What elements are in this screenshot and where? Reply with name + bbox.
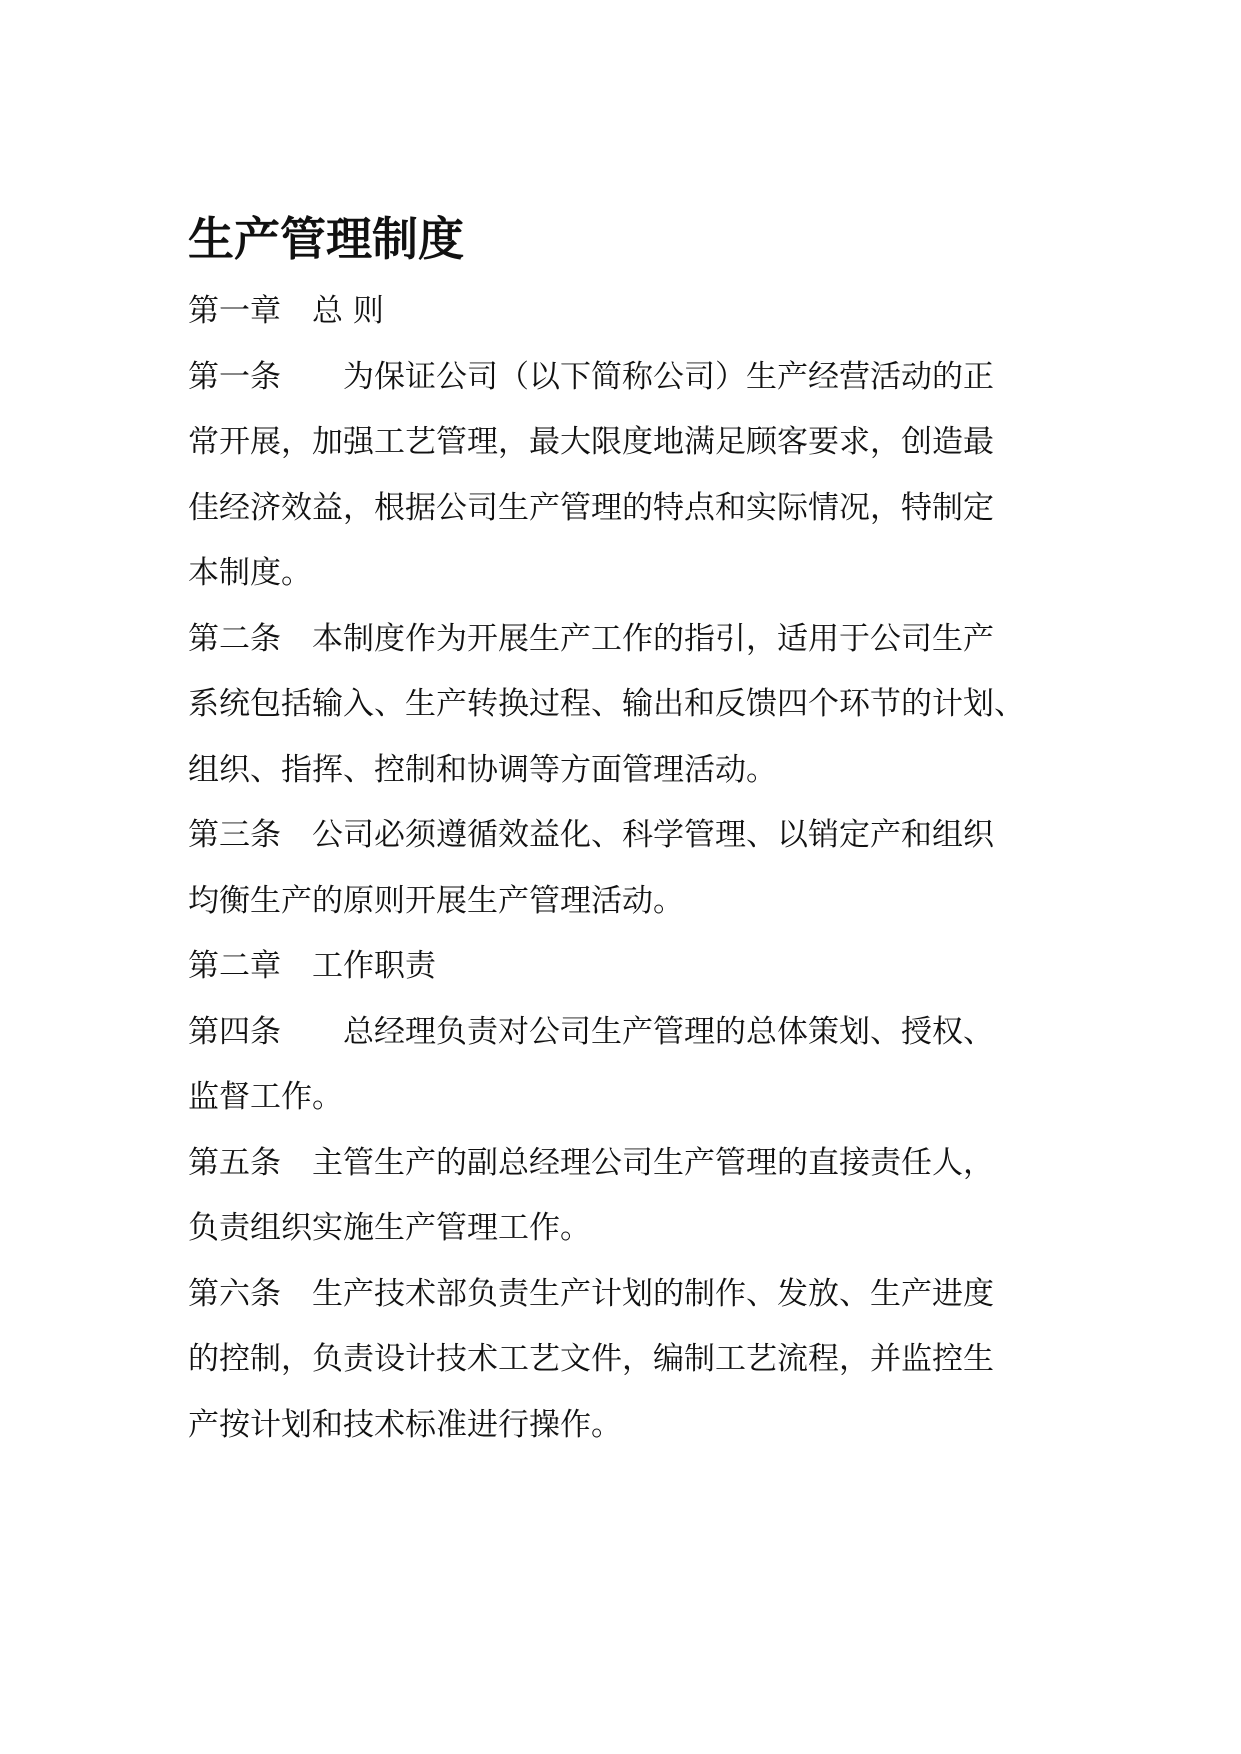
article-2-line-1: 第二条 本制度作为开展生产工作的指引，适用于公司生产 [188,620,994,657]
article-4-line-2: 监督工作。 [188,1079,343,1115]
article-3-line-1: 第三条 公司必须遵循效益化、科学管理、以销定产和组织 [188,817,994,853]
article-3-line-2: 均衡生产的原则开展生产管理活动。 [188,882,684,919]
article-1-line-2: 常开展，加强工艺管理，最大限度地满足顾客要求，创造最 [188,424,994,460]
document-title: 生产管理制度 [188,212,464,266]
article-1-line-3: 佳经济效益，根据公司生产管理的特点和实际情况，特制定 [188,489,994,526]
chapter-heading-1: 第一章 总 则 [188,293,384,329]
article-1-line-1: 第一条 为保证公司（以下简称公司）生产经营活动的正 [188,358,994,395]
article-6-line-3: 产按计划和技术标准进行操作。 [188,1406,622,1443]
article-5-line-1: 第五条 主管生产的副总经理公司生产管理的直接责任人， [188,1144,994,1181]
article-1-line-4: 本制度。 [188,555,312,591]
article-6-line-1: 第六条 生产技术部负责生产计划的制作、发放、生产进度 [188,1275,994,1312]
article-2-line-2: 系统包括输入、生产转换过程、输出和反馈四个环节的计划、 [188,686,1025,722]
article-5-line-2: 负责组织实施生产管理工作。 [188,1210,591,1246]
chapter-heading-2: 第二章 工作职责 [188,948,436,984]
document-body [188,279,1058,1458]
article-2-line-3: 组织、指挥、控制和协调等方面管理活动。 [188,751,777,788]
article-4-line-1: 第四条 总经理负责对公司生产管理的总体策划、授权、 [188,1013,994,1050]
article-6-line-2: 的控制，负责设计技术工艺文件，编制工艺流程，并监控生 [188,1341,994,1377]
